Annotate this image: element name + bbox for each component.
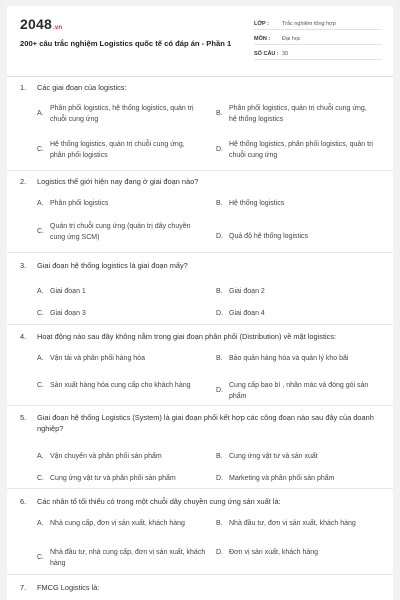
question-5 xyxy=(20,412,382,482)
meta-count-value: 30 xyxy=(282,51,289,57)
question-number: 5. xyxy=(20,413,27,422)
meta-class-value: Trắc nghiệm tổng hợp xyxy=(282,21,336,27)
option-a[interactable] xyxy=(37,519,215,530)
logo-sub: .vn xyxy=(52,25,63,31)
question-divider xyxy=(7,252,393,253)
meta-subject-key: MÔN : xyxy=(254,36,271,42)
option-letter: A. xyxy=(37,200,44,207)
option-b[interactable] xyxy=(216,104,376,125)
option-letter: D. xyxy=(216,233,223,240)
question-stem xyxy=(20,412,382,434)
option-text: Quả độ hệ thống logistics xyxy=(229,233,308,240)
option-c[interactable] xyxy=(37,140,195,161)
option-c[interactable] xyxy=(37,381,195,392)
option-d[interactable] xyxy=(216,232,376,243)
option-text: Giai đoạn 1 xyxy=(50,288,86,295)
option-letter: D. xyxy=(216,387,223,395)
question-text: Các giai đoạn của logistics: xyxy=(37,83,127,92)
option-b[interactable] xyxy=(216,354,376,365)
option-b[interactable] xyxy=(216,199,376,210)
question-divider xyxy=(7,488,393,489)
option-a[interactable] xyxy=(37,287,195,298)
page-title: 200+ câu trắc nghiệm Logistics quốc tế có đáp án - Phần 1 xyxy=(20,39,232,48)
option-text: Hệ thống logistics, phân phối logistics, quản trị chuỗi cung ứng xyxy=(229,141,373,159)
meta-info xyxy=(254,15,382,60)
option-letter: C. xyxy=(37,228,44,236)
question-1 xyxy=(20,82,382,159)
question-divider xyxy=(7,324,393,325)
header xyxy=(7,6,393,72)
option-d[interactable] xyxy=(216,474,376,485)
option-letter: A. xyxy=(37,453,44,460)
question-stem xyxy=(20,82,382,93)
option-d[interactable] xyxy=(216,140,376,161)
option-text: Phân phối logistics, quản trị chuỗi cung ứng, hệ thống logistics xyxy=(229,105,367,123)
option-text: Nhà đầu tư, nhà cung cấp, đơn vị sản xuất, khách hàng xyxy=(50,549,206,567)
option-text: Bảo quản hàng hóa và quản lý kho bãi xyxy=(229,355,349,362)
option-a[interactable] xyxy=(37,104,195,125)
option-letter: B. xyxy=(216,110,223,118)
option-c[interactable] xyxy=(37,222,195,243)
option-c[interactable] xyxy=(37,474,215,485)
option-letter: B. xyxy=(216,288,223,295)
option-text: Cung ứng vật tư và sản xuất xyxy=(229,453,318,460)
option-b[interactable] xyxy=(216,452,376,463)
option-text: Giai đoạn 2 xyxy=(229,288,265,295)
option-text: Sản xuất hàng hóa cung cấp cho khách hàng xyxy=(50,382,191,389)
option-b[interactable] xyxy=(216,287,376,298)
option-letter: B. xyxy=(216,355,223,362)
option-letter: B. xyxy=(216,453,223,460)
option-letter: A. xyxy=(37,288,44,295)
option-a[interactable] xyxy=(37,199,195,210)
option-text: Phân phối logistics, hệ thống logistics, quản trị chuỗi cung ứng xyxy=(50,105,194,123)
option-text: Cung ứng vật tư và phân phối sản phẩm xyxy=(50,475,176,482)
question-stem xyxy=(20,582,382,593)
question-divider xyxy=(7,405,393,406)
option-text: Hệ thống logistics xyxy=(229,200,285,207)
option-d[interactable] xyxy=(216,548,376,559)
option-letter: D. xyxy=(216,146,223,154)
question-text: Hoạt động nào sau đây không nằm trong giai đoạn phân phối (Distribution) về mặt logistics: xyxy=(37,332,337,341)
option-a[interactable] xyxy=(37,354,195,365)
question-number: 7. xyxy=(20,583,27,592)
question-number: 2. xyxy=(20,177,27,186)
option-d[interactable] xyxy=(216,309,376,320)
option-letter: D. xyxy=(216,475,223,482)
option-text: Vận chuyển và phân phối sản phẩm xyxy=(50,453,162,460)
option-letter: A. xyxy=(37,355,44,362)
option-text: Giai đoạn 4 xyxy=(229,310,265,317)
option-a[interactable] xyxy=(37,452,207,463)
question-7 xyxy=(20,582,382,593)
question-text: Các nhân tố tối thiểu có trong một chuỗi dây chuyền cung ứng sản xuất là: xyxy=(37,497,281,506)
option-text: Đơn vị sản xuất, khách hàng xyxy=(229,549,319,556)
option-c[interactable] xyxy=(37,309,195,320)
logo-main: 2048 xyxy=(20,16,52,32)
question-text: Giai đoạn hệ thống Logistics (System) là giai đoạn phối kết hợp các công đoạn nào sau đây của doanh nghiệp? xyxy=(37,413,374,433)
option-b[interactable] xyxy=(216,519,382,530)
option-d[interactable] xyxy=(216,381,376,402)
option-text: Vận tải và phân phối hàng hóa xyxy=(50,355,145,362)
option-letter: C. xyxy=(37,146,44,154)
meta-count xyxy=(254,45,382,60)
option-c[interactable] xyxy=(37,548,212,569)
question-2 xyxy=(20,176,382,241)
question-number: 4. xyxy=(20,332,27,341)
question-stem xyxy=(20,496,382,507)
option-text: Hệ thống logistics, quản trị chuỗi cung ứng, phân phối logistics xyxy=(50,141,185,159)
question-stem xyxy=(20,331,382,342)
question-number: 1. xyxy=(20,83,27,92)
option-letter: A. xyxy=(37,520,44,527)
question-stem xyxy=(20,176,382,187)
header-divider xyxy=(7,76,393,77)
option-text: Cung cấp bao bì , nhãn mác và đóng gói sản phẩm xyxy=(229,382,369,400)
document-page xyxy=(7,6,393,600)
question-stem xyxy=(20,260,382,271)
option-letter: C. xyxy=(37,554,44,562)
question-text: Giai đoạn hệ thống logistics là giai đoạn mấy? xyxy=(37,261,188,270)
option-text: Nhà cung cấp, đơn vị sản xuất, khách hàng xyxy=(50,520,185,527)
meta-subject xyxy=(254,30,382,45)
meta-subject-value: Đại học xyxy=(282,36,301,42)
option-letter: B. xyxy=(216,520,223,527)
option-letter: B. xyxy=(216,200,223,207)
question-6 xyxy=(20,496,382,567)
option-letter: C. xyxy=(37,475,44,482)
question-divider xyxy=(7,170,393,171)
option-letter: C. xyxy=(37,382,44,389)
option-text: Quản trị chuỗi cung ứng (quản trị dây chuyền cung ứng SCM) xyxy=(50,223,191,241)
option-letter: D. xyxy=(216,549,223,556)
question-divider xyxy=(7,574,393,575)
meta-count-key: SỐ CÂU : xyxy=(254,51,279,57)
question-text: FMCG Logistics là: xyxy=(37,583,100,592)
option-letter: A. xyxy=(37,110,44,118)
meta-class xyxy=(254,15,382,30)
question-4 xyxy=(20,331,382,400)
option-text: Giai đoạn 3 xyxy=(50,310,86,317)
option-letter: C. xyxy=(37,310,44,317)
option-text: Phân phối logistics xyxy=(50,200,109,207)
question-number: 6. xyxy=(20,497,27,506)
question-text: Logistics thế giới hiện nay đang ở giai đoạn nào? xyxy=(37,177,199,186)
question-3 xyxy=(20,260,382,317)
meta-class-key: LỚP : xyxy=(254,21,269,27)
option-text: Marketing và phân phối sản phẩm xyxy=(229,475,335,482)
question-number: 3. xyxy=(20,261,27,270)
option-letter: D. xyxy=(216,310,223,317)
option-text: Nhà đầu tư, đơn vị sản xuất, khách hàng xyxy=(229,520,356,527)
